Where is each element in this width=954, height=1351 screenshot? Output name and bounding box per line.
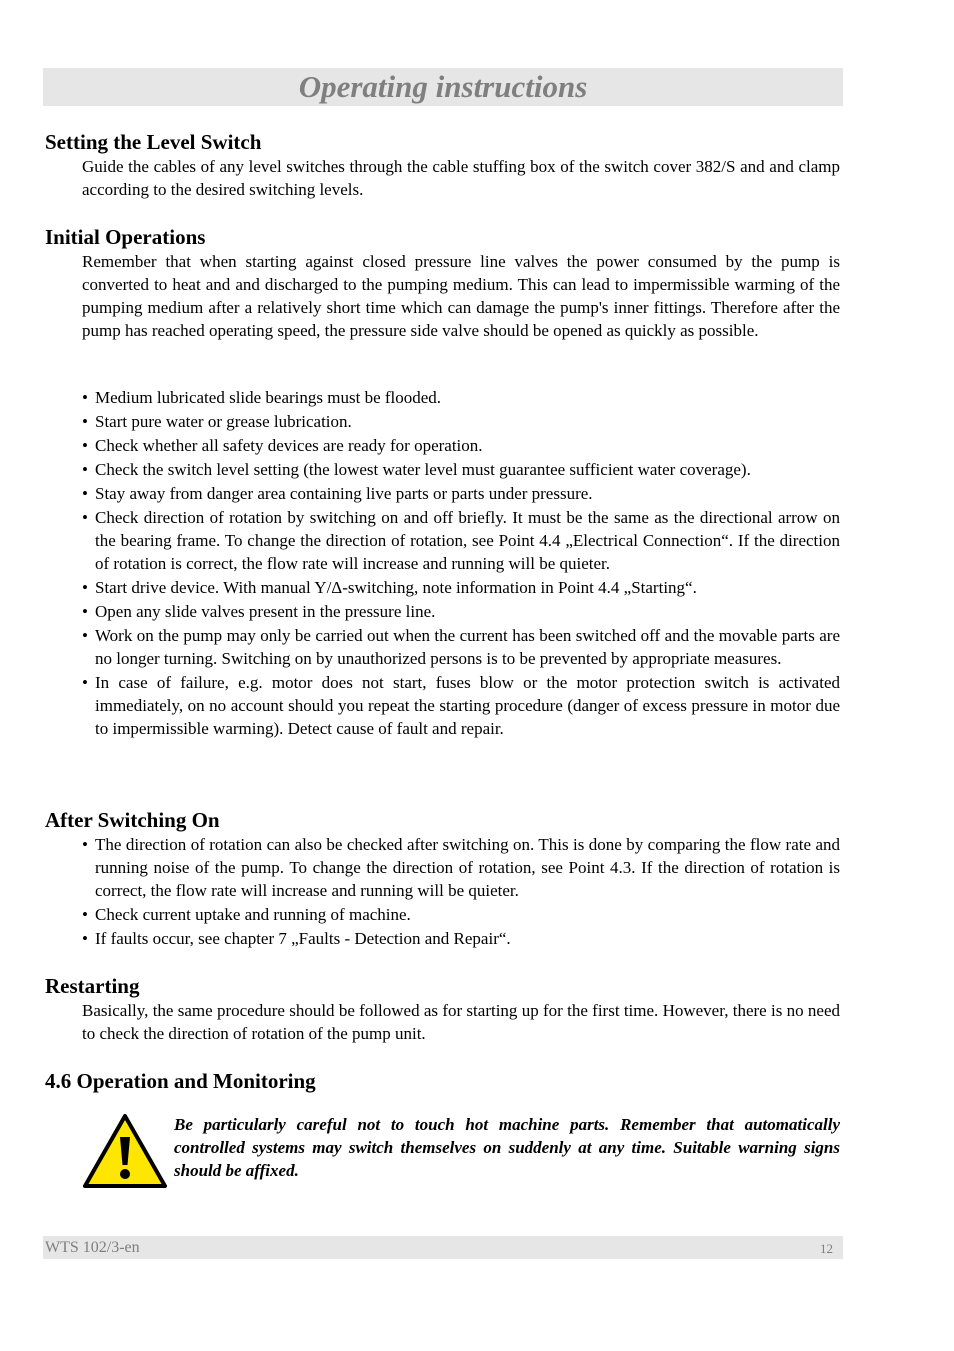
list-item: • Stay away from danger area containing live parts or parts under pressure. bbox=[82, 484, 593, 503]
list-item: • Start drive device. With manual Y/Δ-switching, note information in Point 4.4 „Starting“. bbox=[82, 578, 697, 597]
heading-level-switch: Setting the Level Switch bbox=[45, 130, 262, 154]
initial-operations-list bbox=[82, 386, 840, 741]
page-number: 12 bbox=[820, 1241, 833, 1256]
heading-initial-operations: Initial Operations bbox=[45, 225, 206, 249]
warning-text: Be particularly careful not to touch hot machine parts. Remember that automatically controlled systems may switch themselves on suddenly at any time. Suitable warning signs should be affixed. bbox=[174, 1115, 840, 1180]
page-title: Operating instructions bbox=[298, 69, 588, 104]
list-item: • Work on the pump may only be carried out when the current has been switched off and the movable parts are no longer turning. Switching on by unauthorized persons is to be prevented by appropriate measures. bbox=[82, 626, 840, 668]
warning-notice bbox=[82, 1113, 840, 1193]
heading-after-switching-on: After Switching On bbox=[45, 808, 220, 832]
list-item: • Medium lubricated slide bearings must be flooded. bbox=[82, 388, 442, 407]
list-item: • Check the switch level setting (the lowest water level must guarantee sufficient water coverage). bbox=[82, 460, 751, 479]
page-header bbox=[43, 68, 843, 106]
list-item: • In case of failure, e.g. motor does not start, fuses blow or the motor protection switch is activated immediately, on no account should you repeat the starting procedure (danger of excess pressure in motor due to impermissible warming). Detect cause of fault and repair. bbox=[82, 673, 840, 738]
heading-operation-monitoring: 4.6 Operation and Monitoring bbox=[45, 1069, 316, 1093]
level-switch-text: Guide the cables of any level switches through the cable stuffing box of the switch cover 382/S and and clamp according to the desired switching levels. bbox=[82, 157, 840, 199]
list-item: • Open any slide valves present in the pressure line. bbox=[82, 602, 436, 621]
list-item: • The direction of rotation can also be checked after switching on. This is done by comparing the flow rate and running noise of the pump. To change the direction of rotation, see Point 4.3. If the direction of rotation is correct, the flow rate will increase and running will be quieter. bbox=[82, 835, 840, 900]
list-item: • Check current uptake and running of machine. bbox=[82, 905, 411, 924]
warning-triangle-icon bbox=[82, 1113, 168, 1189]
document-id: WTS 102/3-en bbox=[45, 1239, 140, 1256]
list-item: • If faults occur, see chapter 7 „Faults - Detection and Repair“. bbox=[82, 929, 511, 948]
page-footer bbox=[43, 1236, 843, 1259]
after-switching-on-list bbox=[82, 833, 840, 951]
heading-restarting: Restarting bbox=[45, 974, 140, 998]
list-item: • Start pure water or grease lubrication. bbox=[82, 412, 352, 431]
list-item: • Check direction of rotation by switching on and off briefly. It must be the same as the directional arrow on the bearing frame. To change the direction of rotation, see Point 4.4 „Electrical Connection“. If the direction of rotation is correct, the flow rate will increase and running will be quieter. bbox=[82, 508, 840, 573]
initial-operations-text: Remember that when starting against closed pressure line valves the power consumed by the pump is converted to heat and and discharged to the pumping medium. This can lead to impermissible warming of the pumping medium after a relatively short time which can damage the pump's inner fittings. Therefore after the pump has reached operating speed, the pressure side valve should be opened as quickly as possible. bbox=[82, 252, 840, 340]
restarting-text: Basically, the same procedure should be followed as for starting up for the first time. However, there is no need to check the direction of rotation of the pump unit. bbox=[82, 1001, 840, 1043]
list-item: • Check whether all safety devices are ready for operation. bbox=[82, 436, 483, 455]
